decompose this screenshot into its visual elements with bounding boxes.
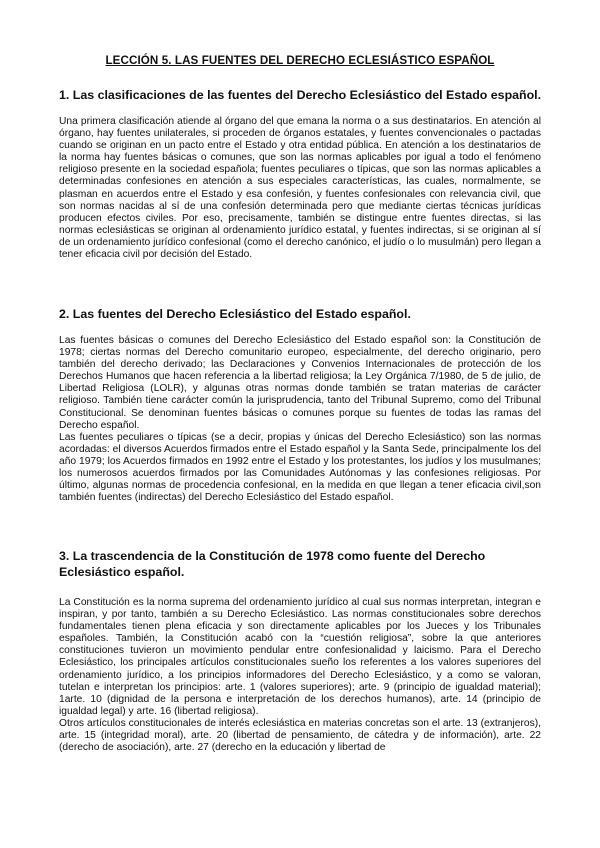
section-1-body [59, 116, 541, 261]
section-3-paragraph-1: La Constitución es la norma suprema del ordenamiento jurídico al cual sus normas interpretan, integran e inspiran, y por tanto, también a su Derecho Eclesiástico. Las normas constitucionales sobre derechos fundamentales tienen plena eficacia y son directamente aplicables por los Jueces y los Tribunales españoles. También, la Constitución acabó con la “cuestión religiosa”, sobre la que anteriores constituciones tuvieron un movimiento pendular entre confesionalidad y laicismo. Para el Derecho Eclesiástico, los principales artículos constitucionales sueño los referentes a los valores superiores del ordenamiento jurídico, a los principios informadores del Derecho Eclesiástico, y a como se valoran, tutelan e interpretan los principios: arte. 1 (valores superiores); arte. 9 (principio de igualdad material); 1arte. 10 (dignidad de la persona e interpretación de los derechos humanos), arte. 14 (principio de igualdad legal) y arte. 16 (libertad religiosa). [59, 597, 541, 717]
section-3-paragraph-2: Otros artículos constitucionales de interés eclesiástica en materias concretas son el arte. 13 (extranjeros), arte. 15 (integridad moral), arte. 20 (libertad de pensamiento, de cátedra y de información), arte. 22 (derecho de asociación), arte. 27 (derecho en la educación y libertad de [59, 717, 541, 754]
section-3-body [59, 597, 541, 754]
section-3-heading: 3. La trascendencia de la Constitución de 1978 como fuente del Derecho Eclesiástico español. [59, 549, 486, 579]
section-2-paragraph-1: Las fuentes básicas o comunes del Derecho Eclesiástico del Estado español son: la Constitución de 1978; ciertas normas del Derecho comunitario europeo, especialmente, del derecho originario, pero también del derecho derivado; las Declaraciones y Convenios Internacionales de protección de los Derechos Humanos que hacen referencia a la libertad religiosa; la Ley Orgánica 7/1980, de 5 de julio, de Libertad Religiosa (LOLR), y algunas otras normas donde también se tratan materias de carácter religioso. También tiene carácter común la jurisprudencia, tanto del Tribunal Supremo, como del Tribunal Constitucional. Se denominan fuentes básicas o comunes porque su fuentes de todas las ramas del Derecho español. [59, 335, 541, 431]
section-2-paragraph-2: Las fuentes peculiares o típicas (se a decir, propias y únicas del Derecho Eclesiástico) son las normas acordadas: el diversos Acuerdos firmados entre el Estado español y la Santa Sede, principalmente los del año 1979; los Acuerdos firmados en 1992 entre el Estado y los protestantes, los judíos y los musulmanes; los numerosos acuerdos firmados por las Comunidades Autónomas y las confesiones religiosas. Por último, algunas normas de procedencia confesional, en la medida en que llegan a tener eficacia civil,son también fuentes (indirectas) del Derecho Eclesiástico del Estado español. [59, 431, 541, 504]
lesson-title: LECCIÓN 5. LAS FUENTES DEL DERECHO ECLESIÁSTICO ESPAÑOL [105, 54, 495, 67]
section-1-paragraph-1: Una primera clasificación atiende al órgano del que emana la norma o a sus destinatarios. En atención al órgano, hay fuentes unilaterales, si proceden de órganos estatales, y fuentes convencionales o pactadas cuando se originan en un pacto entre el Estado y otra entidad pública. En atención a los destinatarios de la norma hay fuentes básicas o comunes, que son las normas aplicables por igual a todo el fenómeno religioso presente en la sociedad española; fuentes peculiares o típicas, que son las normas aplicables a determinadas confesiones en atención a sus especiales características, las cuales, normalmente, se plasman en acuerdos entre el Estado y esa confesión, y fuentes confesionales con relevancia civil, que son normas nacidas al sí de una confesión determinada pero que mediante ciertas técnicas jurídicas producen efectos civiles. Por eso, precisamente, también se distingue entre fuentes directas, si las normas eclesiásticas se originan al ordenamiento jurídico estatal, y fuentes indirectas, si se originan al sí de un ordenamiento jurídico confesional (como el derecho canónico, el judío o lo musulmán) pero llegan a tener eficacia civil por decisión del Estado. [59, 116, 541, 261]
section-2-heading: 2. Las fuentes del Derecho Eclesiástico del Estado español. [59, 307, 411, 321]
section-1-heading: 1. Las clasificaciones de las fuentes del Derecho Eclesiástico del Estado español. [59, 88, 542, 102]
section-2-body [59, 335, 541, 504]
